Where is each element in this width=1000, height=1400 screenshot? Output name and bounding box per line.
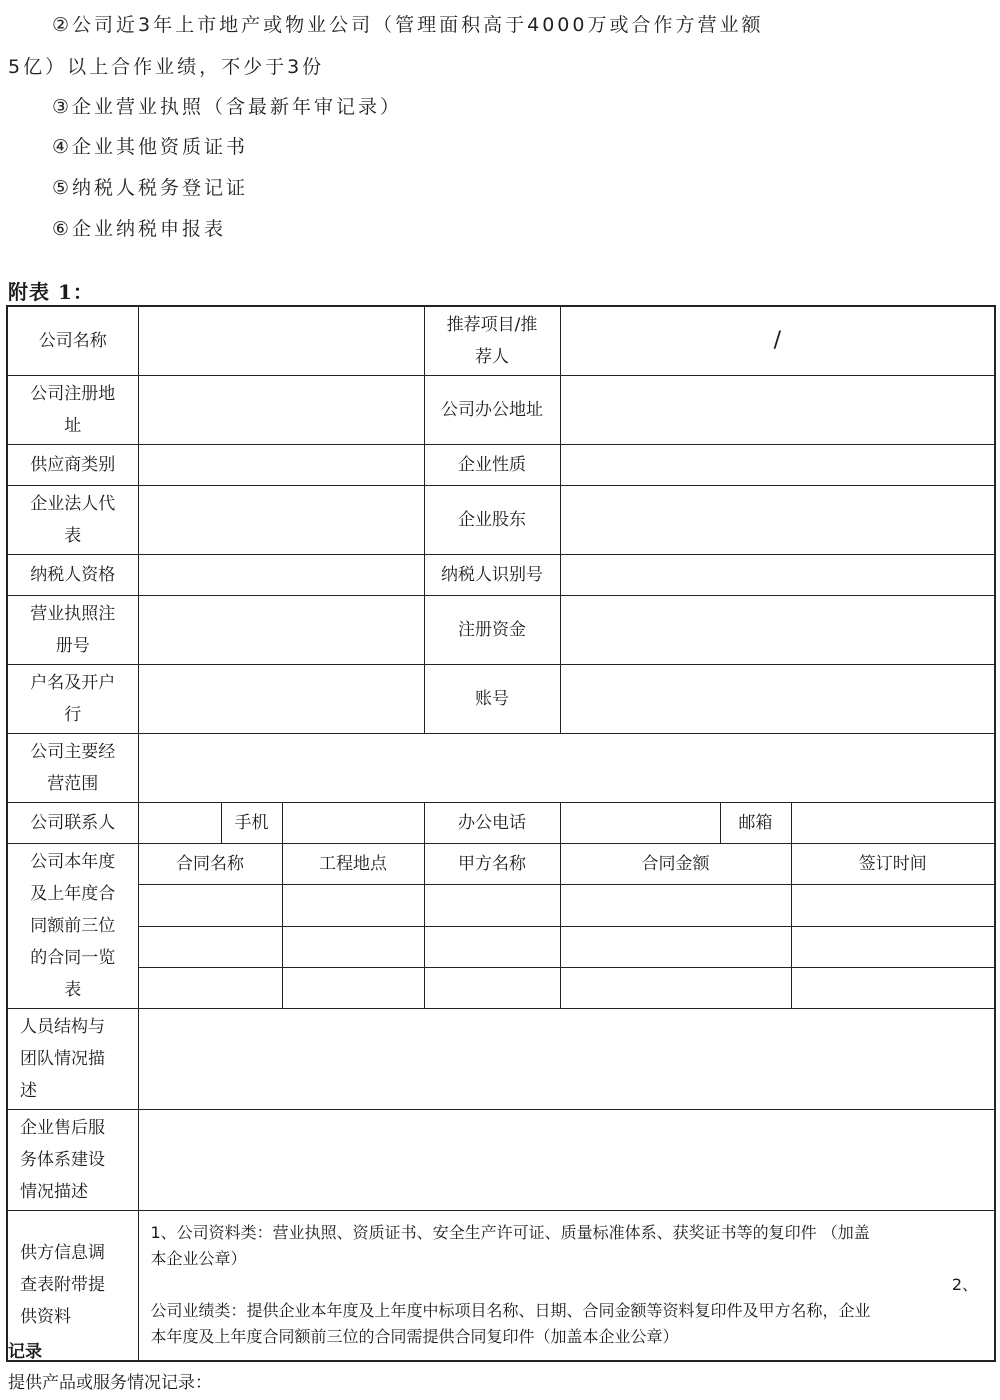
label-email: 邮箱	[720, 803, 791, 844]
label-reg-address	[7, 376, 138, 445]
label-service-line1: 企业售后服	[20, 1118, 105, 1138]
label-attachments-line1: 供方信息调	[20, 1243, 105, 1264]
field-office-phone[interactable]	[560, 803, 720, 844]
cell-contract-name[interactable]	[138, 885, 282, 926]
intro-line-1: ②公司近3年上市地产或物业公司（管理面积高于4000万或合作方营业额	[52, 14, 764, 36]
field-reg-capital[interactable]	[560, 596, 995, 665]
label-legal-rep	[7, 486, 138, 555]
row-taxpayer	[7, 555, 995, 596]
field-nature[interactable]	[560, 445, 995, 486]
label-bank-line1: 户名及开户	[30, 673, 116, 693]
cell-contract-name[interactable]	[138, 967, 282, 1008]
label-license-line1: 营业执照注	[30, 604, 116, 624]
row-supplier-type	[7, 445, 995, 486]
product-record-label: 提供产品或服务情况记录：	[8, 1373, 212, 1393]
label-scope-line1: 公司主要经	[30, 742, 116, 762]
attachments-notes	[138, 1211, 995, 1361]
field-email[interactable]	[791, 803, 995, 844]
label-contact: 公司联系人	[7, 803, 138, 844]
field-contact[interactable]	[138, 803, 221, 844]
field-taxpayer-id[interactable]	[560, 555, 995, 596]
label-recommend-line1: 推荐项目/推	[446, 315, 538, 335]
row-license	[7, 596, 995, 665]
cell-amount[interactable]	[560, 967, 791, 1008]
label-staff-line2: 团队情况描	[20, 1049, 105, 1069]
row-legal-rep	[7, 486, 995, 555]
field-mobile[interactable]	[282, 803, 424, 844]
row-bank	[7, 665, 995, 734]
field-recommend[interactable]	[560, 306, 995, 376]
label-legal-rep-line2: 表	[64, 526, 82, 546]
table-row	[7, 926, 995, 967]
field-scope[interactable]	[138, 734, 995, 803]
note-line-4: 公司业绩类：提供企业本年度及上年度中标项目名称、日期、合同金额等资料复印件及甲方名称，企业	[150, 1301, 871, 1321]
label-legal-rep-line1: 企业法人代	[30, 494, 116, 514]
row-service	[7, 1110, 995, 1211]
field-bank[interactable]	[138, 665, 424, 734]
label-scope	[7, 734, 138, 803]
label-staff-line3: 述	[20, 1081, 37, 1101]
field-legal-rep[interactable]	[138, 486, 424, 555]
cell-project-site[interactable]	[282, 967, 424, 1008]
row-attachments	[7, 1211, 995, 1361]
table-caption: 附表 1：	[8, 280, 94, 304]
cell-project-site[interactable]	[282, 885, 424, 926]
label-license-line2: 册号	[55, 636, 90, 656]
row-staff	[7, 1009, 995, 1110]
cell-sign-date[interactable]	[791, 926, 995, 967]
table-row	[7, 967, 995, 1008]
cell-amount[interactable]	[560, 926, 791, 967]
label-bank	[7, 665, 138, 734]
row-company-name	[7, 306, 995, 376]
label-office-phone: 办公电话	[424, 803, 560, 844]
label-recommend-line2: 荐人	[475, 347, 510, 367]
intro-line-3: ③企业营业执照（含最新年审记录）	[52, 96, 403, 118]
field-supplier-type[interactable]	[138, 445, 424, 486]
recommend-value: /	[773, 327, 781, 353]
label-contracts-line2: 及上年度合	[30, 884, 116, 904]
cell-sign-date[interactable]	[791, 967, 995, 1008]
cell-party-a[interactable]	[424, 926, 560, 967]
label-account: 账号	[424, 665, 560, 734]
label-staff	[7, 1009, 138, 1110]
row-scope	[7, 734, 995, 803]
label-nature: 企业性质	[424, 445, 560, 486]
field-company-name[interactable]	[138, 306, 424, 376]
label-reg-capital: 注册资金	[424, 596, 560, 665]
label-service-line3: 情况描述	[20, 1182, 88, 1202]
cell-contract-name[interactable]	[138, 926, 282, 967]
label-contracts-line4: 的合同一览	[30, 948, 116, 968]
cell-sign-date[interactable]	[791, 885, 995, 926]
cell-party-a[interactable]	[424, 885, 560, 926]
col-amount: 合同金额	[560, 844, 791, 885]
label-reg-address-line2: 址	[64, 416, 82, 436]
intro-line-6: ⑥企业纳税申报表	[52, 218, 227, 240]
table-row	[7, 885, 995, 926]
note-line-1: 1、公司资料类：营业执照、资质证书、安全生产许可证、质量标准体系、获奖证书等的复印件 （加盖	[150, 1223, 870, 1243]
note-line-3: 2、	[951, 1275, 979, 1295]
label-reg-address-line1: 公司注册地	[30, 384, 116, 404]
label-mobile: 手机	[221, 803, 282, 844]
record-heading: 记录	[8, 1342, 42, 1362]
label-attachments-line3: 供资料	[20, 1307, 71, 1328]
label-recommend	[424, 306, 560, 376]
note-line-5: 本年度及上年度合同额前三位的合同需提供合同复印件（加盖本企业公章）	[150, 1327, 679, 1347]
row-contact	[7, 803, 995, 844]
label-service	[7, 1110, 138, 1211]
field-reg-address[interactable]	[138, 376, 424, 445]
label-contracts	[7, 844, 138, 1009]
label-company-name: 公司名称	[7, 306, 138, 376]
row-address	[7, 376, 995, 445]
note-line-2: 本企业公章）	[150, 1249, 247, 1269]
intro-line-4: ④企业其他资质证书	[52, 136, 249, 158]
intro-line-2: 5亿）以上合作业绩，不少于3份	[8, 56, 325, 78]
cell-amount[interactable]	[560, 885, 791, 926]
label-staff-line1: 人员结构与	[20, 1017, 105, 1037]
cell-party-a[interactable]	[424, 967, 560, 1008]
label-taxpayer-id: 纳税人识别号	[424, 555, 560, 596]
field-shareholders[interactable]	[560, 486, 995, 555]
field-service[interactable]	[138, 1110, 995, 1211]
field-account[interactable]	[560, 665, 995, 734]
intro-line-5: ⑤纳税人税务登记证	[52, 177, 249, 199]
col-project-site: 工程地点	[282, 844, 424, 885]
label-contracts-line5: 表	[64, 980, 82, 1000]
label-taxpayer-qual: 纳税人资格	[7, 555, 138, 596]
supplier-info-form	[6, 305, 996, 1362]
label-supplier-type: 供应商类别	[7, 445, 138, 486]
label-contracts-line1: 公司本年度	[30, 852, 116, 872]
field-taxpayer-qual[interactable]	[138, 555, 424, 596]
field-license[interactable]	[138, 596, 424, 665]
field-office-address[interactable]	[560, 376, 995, 445]
cell-project-site[interactable]	[282, 926, 424, 967]
col-party-a: 甲方名称	[424, 844, 560, 885]
label-shareholders: 企业股东	[424, 486, 560, 555]
col-sign-date: 签订时间	[791, 844, 995, 885]
row-contracts-header	[7, 844, 995, 885]
label-scope-line2: 营范围	[47, 774, 99, 794]
label-attachments-line2: 查表附带提	[20, 1275, 105, 1296]
label-service-line2: 务体系建设	[20, 1150, 105, 1170]
label-license	[7, 596, 138, 665]
label-contracts-line3: 同额前三位	[30, 916, 116, 936]
field-staff[interactable]	[138, 1009, 995, 1110]
label-office-address: 公司办公地址	[424, 376, 560, 445]
label-bank-line2: 行	[64, 705, 82, 725]
col-contract-name: 合同名称	[138, 844, 282, 885]
